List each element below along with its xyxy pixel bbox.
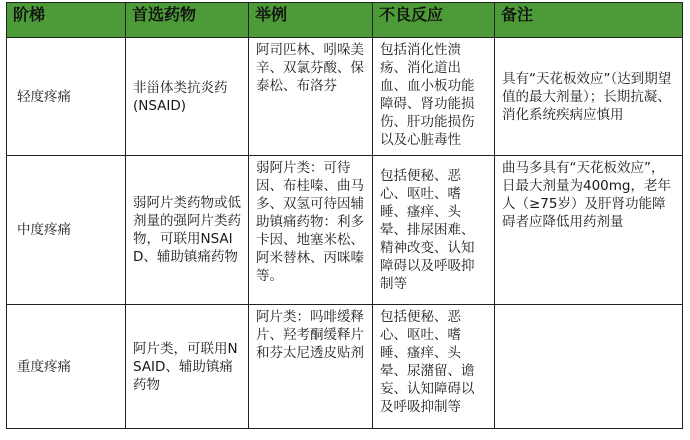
cell-note: 具有“天花板效应”（达到期望值的最大剂量）；长期抗凝、消化系统疾病应慎用: [495, 38, 683, 156]
cell-adverse: 包括消化性溃疡、消化道出血、血小板功能障碍、肾功能损伤、肝功能损伤以及心脏毒性: [373, 38, 495, 156]
cell-adverse: 包括便秘、恶心、呕吐、嗜睡、瘙痒、头晕、尿潴留、谵妄、认知障碍以及呼吸抑制等: [373, 305, 495, 429]
cell-drug: 阿片类，可联用NSAID、辅助镇痛药物: [126, 305, 249, 429]
cell-adverse: 包括便秘、恶心、呕吐、嗜睡、瘙痒、头晕、排尿困难、精神改变、认知障碍以及呼吸抑制等: [373, 156, 495, 305]
table-body: [7, 38, 683, 429]
header-examples: 举例: [249, 3, 373, 38]
header-row: [7, 3, 683, 38]
pain-ladder-table: [6, 2, 683, 429]
table-row: [7, 305, 683, 429]
cell-stage: 中度疼痛: [7, 156, 126, 305]
table-row: [7, 156, 683, 305]
cell-note: 曲马多具有“天花板效应”，日最大剂量为400mg，老年人（≥75岁）及肝肾功能障碍者应降低用药剂量: [495, 156, 683, 305]
cell-stage: 轻度疼痛: [7, 38, 126, 156]
table-row: [7, 38, 683, 156]
cell-drug: 弱阿片类药物或低剂量的强阿片类药物，可联用NSAID、辅助镇痛药物: [126, 156, 249, 305]
cell-stage: 重度疼痛: [7, 305, 126, 429]
cell-drug: 非甾体类抗炎药(NSAID): [126, 38, 249, 156]
header-stage: 阶梯: [7, 3, 126, 38]
cell-note: [495, 305, 683, 429]
header-preferred-drug: 首选药物: [126, 3, 249, 38]
header-notes: 备注: [495, 3, 683, 38]
table-header: [7, 3, 683, 38]
header-adverse-reactions: 不良反应: [373, 3, 495, 38]
cell-example: 弱阿片类：可待因、布桂嗪、曲马多、双氢可待因辅助镇痛药物：利多卡因、地塞米松、阿米替林、丙咪嗪等。: [249, 156, 373, 305]
cell-example: 阿片类：吗啡缓释片、羟考酮缓释片和芬太尼透皮贴剂: [249, 305, 373, 429]
cell-example: 阿司匹林、吲哚美辛、双氯芬酸、保泰松、布洛芬: [249, 38, 373, 156]
